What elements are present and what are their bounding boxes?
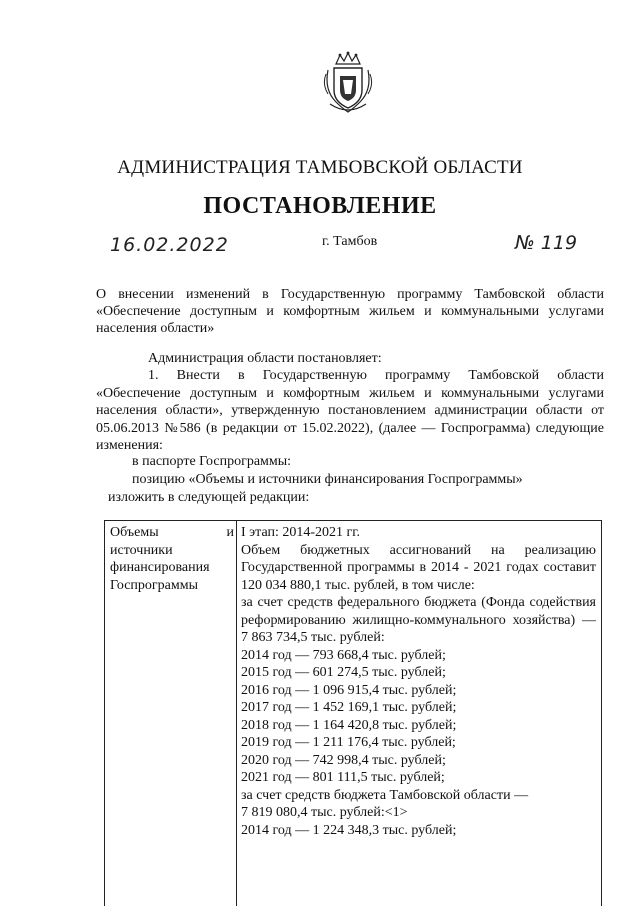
document-subject: О внесении изменений в Государственную программу Тамбовской области «Обеспечение доступным и комфортным жильем и коммунальными услугами населения области» [96,287,604,336]
regional-funding-text: за счет средств бюджета Тамбовской области — [241,787,529,803]
left-cell-line: Госпрограммы [110,577,198,593]
federal-year-line: 2015 год — 601 274,5 тыс. рублей; [241,665,446,680]
federal-year-line: 2018 год — 1 164 420,8 тыс. рублей; [241,717,457,733]
table-column-divider [236,521,237,906]
total-funding-text: Объем бюджетных ассигнований на реализацию Государственной программы в 2014 - 2021 годах составит 120 034 880,1 тыс. рублей, в том числе: [241,542,596,593]
left-cell-line: Объемы [110,525,159,540]
resolution-intro: Администрация области постановляет: [148,351,382,366]
stage-line: I этап: 2014-2021 гг. [241,525,360,540]
document-type-heading: ПОСТАНОВЛЕНИЕ [203,193,437,219]
federal-year-line: 2017 год — 1 452 169,1 тыс. рублей; [241,700,457,715]
federal-year-line: 2019 год — 1 211 176,4 тыс. рублей; [241,735,456,750]
federal-year-line: 2014 год — 793 668,4 тыс. рублей; [241,647,446,663]
table-right-cell [241,524,596,839]
table-left-cell [110,524,234,594]
left-cell-line: и [226,525,234,540]
regional-year-line: 2014 год — 1 224 348,3 тыс. рублей; [241,822,457,838]
document-city: г. Тамбов [322,234,378,249]
document-date: 16.02.2022 [110,234,229,256]
passport-line: в паспорте Госпрограммы: [132,454,292,469]
federal-funding-text: за счет средств федерального бюджета (Фонда содействия реформированию жилищно-коммунального хозяйства) — 7 863 734,5 тыс. рублей: [241,595,596,645]
federal-year-line: 2020 год — 742 998,4 тыс. рублей; [241,752,446,768]
resolution-item-1: 1. Внести в Государственную программу Тамбовской области «Обеспечение доступным и комфортным жильем и коммунальными услугами населения области», утвержденную постановлением администрации области от 05.06.2013 №586 (в редакции от 15.02.2022), (далее — Госпрограмма) следующие изменения: [96,368,604,453]
coat-of-arms-emblem [322,50,374,116]
left-cell-line: источники [110,542,173,558]
organization-title: АДМИНИСТРАЦИЯ ТАМБОВСКОЙ ОБЛАСТИ [117,157,523,178]
position-line: позицию «Объемы и источники финансирования Госпрограммы» [132,472,523,487]
federal-year-line: 2016 год — 1 096 915,4 тыс. рублей; [241,682,457,698]
edition-line: изложить в следующей редакции: [108,490,310,505]
regional-funding-total: 7 819 080,4 тыс. рублей:<1> [241,805,408,820]
left-cell-line: финансирования [110,560,210,575]
document-number: № 119 [515,232,578,254]
federal-year-line: 2021 год — 801 111,5 тыс. рублей; [241,770,445,785]
financing-table [104,520,602,906]
